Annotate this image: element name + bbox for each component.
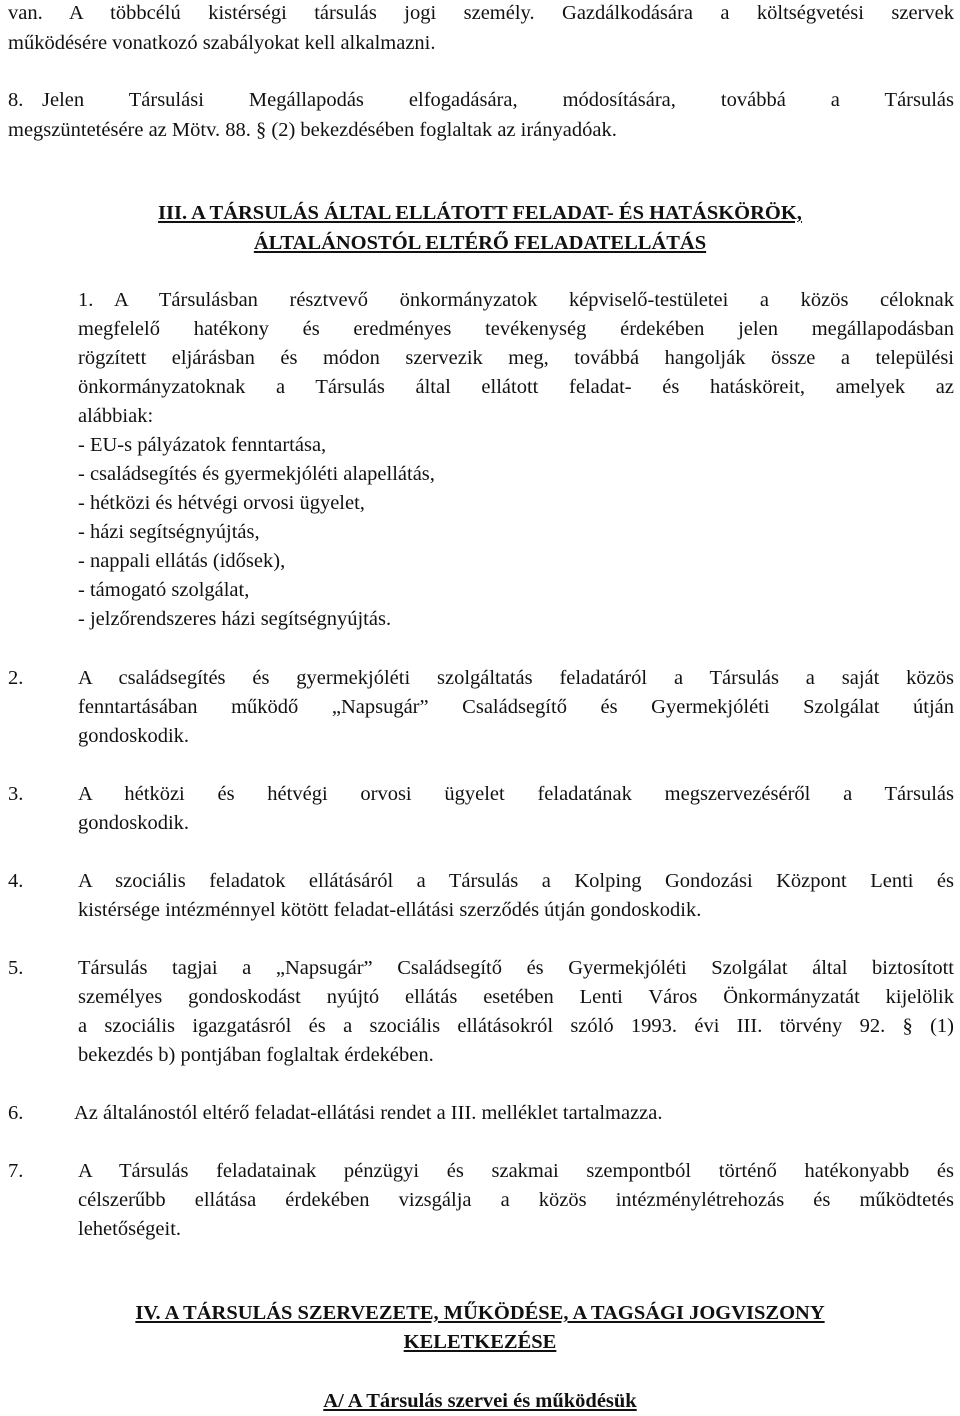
paragraph-line: személyes gondoskodást nyújtó ellátás esetében Lenti Város Önkormányzatát kijelölik [78,986,954,1008]
paragraph-line: rögzített eljárásban és módon szervezik meg, továbbá hangolják össze a települési [78,347,954,369]
subsection-heading: A/ A Társulás szervei és működésük [323,1390,637,1412]
paragraph-line: A Társulásban résztvevő önkormányzatok képviselő-testületei a közös céloknak [114,289,954,311]
item-number: 2. [8,667,24,689]
paragraph-line: gondoskodik. [78,812,190,834]
list-item: - jelzőrendszeres házi segítségnyújtás. [78,608,392,630]
paragraph-line: alábbiak: [78,405,154,427]
paragraph-line: a szociális igazgatásról és a szociális ellátásokról szóló 1993. évi III. törvény 92. § (1) [78,1015,954,1037]
paragraph-line: megfelelő hatékony és eredményes tevékenység érdekében jelen megállapodásban [78,318,954,340]
paragraph-line: A hétközi és hétvégi orvosi ügyelet feladatának megszervezéséről a Társulás [78,783,954,805]
paragraph-line: fenntartásában működő „Napsugár” Családsegítő és Gyermekjóléti Szolgálat útján [78,696,954,718]
paragraph-line: Az általánostól eltérő feladat-ellátási rendet a III. melléklet tartalmazza. [74,1102,663,1124]
paragraph-line: A Társulás feladatainak pénzügyi és szakmai szempontból történő hatékonyabb és [78,1160,954,1182]
intro-line: van. A többcélú kistérségi társulás jogi személy. Gazdálkodására a költségvetési szervek [8,2,954,24]
paragraph-line: gondoskodik. [78,725,190,747]
item-number: 6. [8,1102,24,1124]
item-number: 4. [8,870,24,892]
list-item: - hétközi és hétvégi orvosi ügyelet, [78,492,365,514]
paragraph-line: önkormányzatoknak a Társulás által ellátott feladat- és hatásköreit, amelyek az [78,376,954,398]
paragraph-line: Társulás tagjai a „Napsugár” Családsegítő és Gyermekjóléti Szolgálat által biztosított [78,957,954,979]
list-item: - EU-s pályázatok fenntartása, [78,434,327,456]
list-item: - támogató szolgálat, [78,579,250,601]
item-number: 3. [8,783,24,805]
list-item: - házi segítségnyújtás, [78,521,260,543]
paragraph-line: célszerűbb ellátása érdekében vizsgálja a közös intézménylétrehozás és működtetés [78,1189,954,1211]
paragraph-line: lehetőségeit. [78,1218,182,1240]
paragraph-line: megszüntetésére az Mötv. 88. § (2) bekezdésében foglaltak az irányadóak. [8,119,617,141]
section-heading: ÁLTALÁNOSTÓL ELTÉRŐ FELADATELLÁTÁS [253,232,707,254]
paragraph-line: A családsegítés és gyermekjóléti szolgáltatás feladatáról a Társulás a saját közös [78,667,954,689]
paragraph-line: Jelen Társulási Megállapodás elfogadására, módosítására, továbbá a Társulás [42,89,954,111]
paragraph-line: bekezdés b) pontjában foglaltak érdekében. [78,1044,434,1066]
paragraph-line: A szociális feladatok ellátásáról a Társulás a Kolping Gondozási Központ Lenti és [78,870,954,892]
item-number: 1. [78,289,94,311]
list-item: - családsegítés és gyermekjóléti alapellátás, [78,463,435,485]
section-heading: III. A TÁRSULÁS ÁLTAL ELLÁTOTT FELADAT- ÉS HATÁSKÖRÖK, [158,202,802,224]
item-number: 7. [8,1160,24,1182]
intro-line: működésére vonatkozó szabályokat kell alkalmazni. [8,32,436,54]
item-number: 8. [8,89,24,111]
section-heading: KELETKEZÉSE [403,1331,557,1353]
paragraph-line: kistérsége intézménnyel kötött feladat-ellátási szerződés útján gondoskodik. [78,899,702,921]
section-heading: IV. A TÁRSULÁS SZERVEZETE, MŰKÖDÉSE, A TAGSÁGI JOGVISZONY [135,1302,825,1324]
list-item: - nappali ellátás (idősek), [78,550,286,572]
item-number: 5. [8,957,24,979]
